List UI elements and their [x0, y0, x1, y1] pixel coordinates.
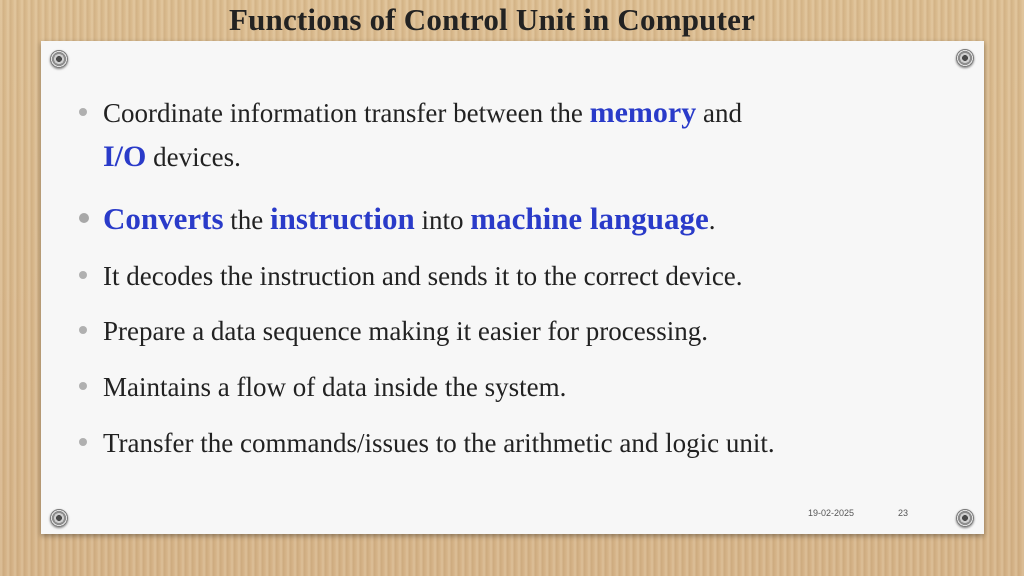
pushpin-icon	[50, 509, 68, 527]
slide-number: 23	[898, 508, 909, 518]
bullet-dot-icon	[79, 213, 89, 223]
footer-date: 19-02-2025	[808, 508, 855, 518]
highlight-io: I/O	[103, 140, 147, 173]
bullet-text: Prepare a data sequence making it easier for processing.	[103, 316, 708, 346]
bullet-text-segment: .	[708, 205, 716, 235]
slide-board	[41, 41, 984, 534]
bullet-dot-icon	[79, 271, 87, 279]
bullet-text	[103, 91, 953, 179]
highlight-instruction: instruction	[270, 201, 415, 236]
bullet-text-segment: Coordinate information transfer between the	[103, 98, 590, 128]
pushpin-icon	[956, 49, 974, 67]
bullet-text: It decodes the instruction and sends it to the correct device.	[103, 261, 743, 291]
pushpin-icon	[50, 50, 68, 68]
highlight-converts: Converts	[103, 201, 224, 236]
bullet-dot-icon	[79, 326, 87, 334]
bullet-dot-icon	[79, 108, 87, 116]
bullet-dot-icon	[79, 382, 87, 390]
highlight-machine-language: machine language	[470, 201, 709, 236]
highlight-memory: memory	[589, 96, 697, 129]
bullet-text	[103, 197, 953, 242]
pushpin-icon	[956, 509, 974, 527]
bullet-dot-icon	[79, 438, 87, 446]
bullet-text-segment: into	[414, 205, 471, 235]
bullet-text-segment: devices.	[146, 142, 241, 172]
bullet-text: Maintains a flow of data inside the system.	[103, 372, 567, 402]
bullet-text: Transfer the commands/issues to the arithmetic and logic unit.	[103, 428, 775, 458]
bullet-text-segment: the	[223, 205, 271, 235]
slide-title: Functions of Control Unit in Computer	[228, 2, 756, 37]
bullet-text-segment: and	[696, 98, 742, 128]
